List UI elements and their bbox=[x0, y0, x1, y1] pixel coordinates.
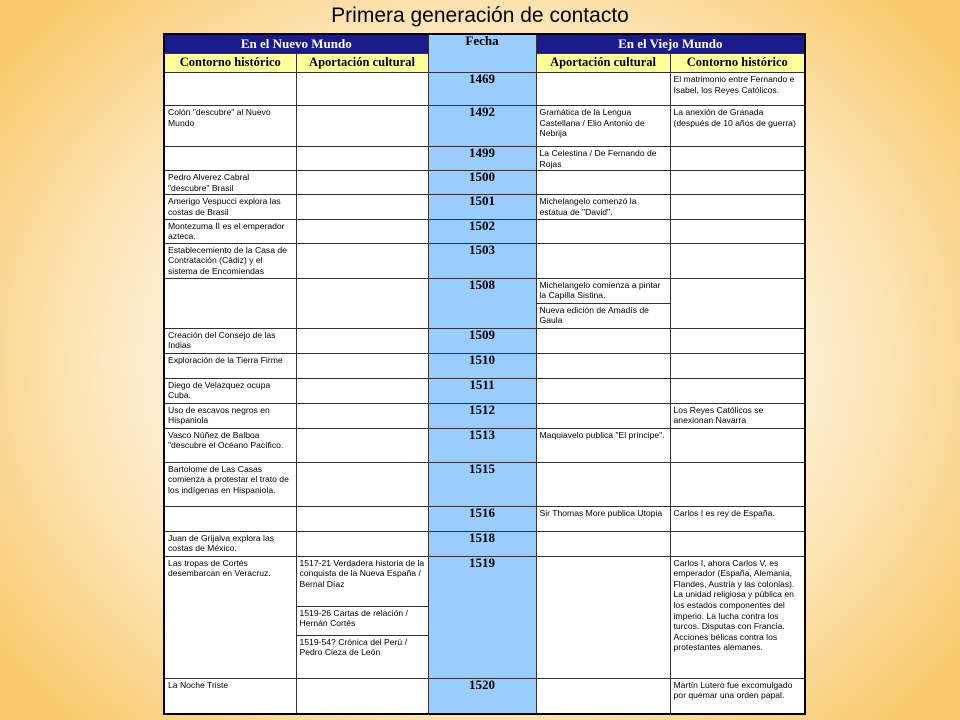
table-row bbox=[164, 556, 805, 606]
nw-culture-cell: 1517-21 Verdadera historia de la conquista de la Nueva España / Bernal Díaz bbox=[296, 556, 428, 606]
year-cell: 1500 bbox=[428, 171, 536, 195]
nw-context-cell bbox=[164, 73, 296, 106]
year-cell: 1503 bbox=[428, 243, 536, 278]
ow-context-cell bbox=[670, 147, 805, 171]
ow-context-cell bbox=[670, 219, 805, 243]
ow-context-cell bbox=[670, 353, 805, 378]
aportacion-left-header: Aportación cultural bbox=[296, 54, 428, 73]
ow-context-cell bbox=[670, 171, 805, 195]
ow-context-cell bbox=[670, 243, 805, 278]
ow-culture-cell bbox=[536, 243, 670, 278]
table-row bbox=[164, 428, 805, 462]
year-cell: 1502 bbox=[428, 219, 536, 243]
nw-context-cell: La Noche Triste bbox=[164, 678, 296, 714]
table-row bbox=[164, 106, 805, 147]
ow-culture-cell bbox=[536, 462, 670, 506]
year-cell: 1499 bbox=[428, 147, 536, 171]
ow-culture-cell bbox=[536, 328, 670, 353]
ow-culture-cell: Nueva edición de Amadís de Gaula bbox=[536, 303, 670, 328]
ow-context-cell bbox=[670, 531, 805, 556]
table-row bbox=[164, 378, 805, 403]
year-cell: 1492 bbox=[428, 106, 536, 147]
ow-culture-cell bbox=[536, 171, 670, 195]
nw-context-cell: Diego de Velazquez ocupa Cuba. bbox=[164, 378, 296, 403]
ow-culture-cell bbox=[536, 403, 670, 428]
nw-culture-cell: 1519-54? Crónica del Perú / Pedro Cieza de León bbox=[296, 635, 428, 678]
year-cell: 1512 bbox=[428, 403, 536, 428]
nw-context-cell: Establecemiento de la Casa de Contratación (Cádiz) y el sistema de Encomiendas bbox=[164, 243, 296, 278]
table-row bbox=[164, 243, 805, 278]
ow-context-cell bbox=[670, 378, 805, 403]
new-world-header: En el Nuevo Mundo bbox=[164, 34, 428, 54]
ow-context-cell: Carlos I, ahora Carlos V, es emperador (España, Alemania, Flandes, Austria y las colonias). La unidad religiosa y pública en los estados componentes del imperio. La lucha contra los turcos. Disputas con Francia. Acciones bélicas contra los protestantes alemanes. bbox=[670, 556, 805, 678]
year-cell: 1510 bbox=[428, 353, 536, 378]
nw-context-cell: Colón "descubre" al Nuevo Mundo bbox=[164, 106, 296, 147]
year-cell: 1518 bbox=[428, 531, 536, 556]
ow-context-cell bbox=[670, 278, 805, 328]
year-cell: 1513 bbox=[428, 428, 536, 462]
ow-culture-cell bbox=[536, 353, 670, 378]
ow-context-cell: Martín Lutero fue excomulgado por quemar una orden papal. bbox=[670, 678, 805, 714]
table-row bbox=[164, 328, 805, 353]
slide-title: Primera generación de contacto bbox=[331, 4, 629, 27]
nw-culture-cell bbox=[296, 428, 428, 462]
ow-context-cell: La anexión de Granada (después de 10 años de guerra) bbox=[670, 106, 805, 147]
ow-culture-cell bbox=[536, 678, 670, 714]
nw-culture-cell bbox=[296, 506, 428, 531]
year-cell: 1511 bbox=[428, 378, 536, 403]
nw-culture-cell: 1519-26 Cartas de relación / Hernán Cortés bbox=[296, 606, 428, 635]
ow-culture-cell: La Celestina / De Fernando de Rojas bbox=[536, 147, 670, 171]
nw-context-cell: Exploración de la Tierra Firme bbox=[164, 353, 296, 378]
nw-culture-cell bbox=[296, 278, 428, 328]
ow-context-cell: Los Reyes Católicos se anexionan Navarra bbox=[670, 403, 805, 428]
ow-context-cell: El matrimonio entre Fernando e Isabel, los Reyes Católicos. bbox=[670, 73, 805, 106]
year-cell: 1519 bbox=[428, 556, 536, 678]
nw-culture-cell bbox=[296, 219, 428, 243]
old-world-header: En el Viejo Mundo bbox=[536, 34, 805, 54]
table-row bbox=[164, 506, 805, 531]
nw-context-cell: Vasco Núñez de Balboa "descubre el Océano Pacífico. bbox=[164, 428, 296, 462]
nw-culture-cell bbox=[296, 403, 428, 428]
nw-culture-cell bbox=[296, 106, 428, 147]
table-row bbox=[164, 147, 805, 171]
aportacion-right-header: Aportación cultural bbox=[536, 54, 670, 73]
nw-culture-cell bbox=[296, 328, 428, 353]
ow-context-cell bbox=[670, 195, 805, 219]
year-cell: 1509 bbox=[428, 328, 536, 353]
contorno-left-header: Contorno histórico bbox=[164, 54, 296, 73]
table-row bbox=[164, 195, 805, 219]
nw-context-cell: Amerigo Vespucci explora las costas de Brasil bbox=[164, 195, 296, 219]
table-row bbox=[164, 403, 805, 428]
contorno-right-header: Contorno histórico bbox=[670, 54, 805, 73]
nw-culture-cell bbox=[296, 353, 428, 378]
table-row bbox=[164, 171, 805, 195]
ow-culture-cell bbox=[536, 556, 670, 678]
nw-context-cell bbox=[164, 147, 296, 171]
ow-culture-cell: Sir Thomas More publica Utopia bbox=[536, 506, 670, 531]
header-row-top bbox=[164, 34, 805, 54]
nw-context-cell: Las tropas de Cortés desembarcan en Veracruz. bbox=[164, 556, 296, 678]
nw-context-cell: Pedro Alverez Cabral "descubre" Brasil bbox=[164, 171, 296, 195]
nw-culture-cell bbox=[296, 171, 428, 195]
year-cell: 1516 bbox=[428, 506, 536, 531]
nw-context-cell: Uso de escavos negros en Hispaniola bbox=[164, 403, 296, 428]
nw-context-cell bbox=[164, 506, 296, 531]
ow-culture-cell bbox=[536, 219, 670, 243]
table-row bbox=[164, 678, 805, 714]
nw-culture-cell bbox=[296, 147, 428, 171]
nw-culture-cell bbox=[296, 243, 428, 278]
table-row bbox=[164, 278, 805, 303]
ow-culture-cell: Michelangelo comenzó la estatua de "David". bbox=[536, 195, 670, 219]
ow-context-cell bbox=[670, 462, 805, 506]
fecha-header: Fecha bbox=[428, 34, 536, 73]
ow-context-cell: Carlos I es rey de España. bbox=[670, 506, 805, 531]
ow-culture-cell bbox=[536, 73, 670, 106]
nw-culture-cell bbox=[296, 531, 428, 556]
ow-culture-cell: Gramática de la Lengua Castellana / Elio Antonio de Nebrija bbox=[536, 106, 670, 147]
table-row bbox=[164, 353, 805, 378]
year-cell: 1520 bbox=[428, 678, 536, 714]
year-cell: 1501 bbox=[428, 195, 536, 219]
table-row bbox=[164, 531, 805, 556]
nw-context-cell: Juan de Grijalva explora las costas de México. bbox=[164, 531, 296, 556]
ow-culture-cell: Michelangelo comienza a pintar la Capilla Sistina. bbox=[536, 278, 670, 303]
year-cell: 1508 bbox=[428, 278, 536, 328]
nw-context-cell: Montezuma II es el emperador azteca. bbox=[164, 219, 296, 243]
nw-culture-cell bbox=[296, 678, 428, 714]
nw-context-cell bbox=[164, 278, 296, 328]
nw-culture-cell bbox=[296, 73, 428, 106]
ow-culture-cell: Maquiavelo publica "El príncipe". bbox=[536, 428, 670, 462]
nw-culture-cell bbox=[296, 462, 428, 506]
ow-context-cell bbox=[670, 328, 805, 353]
table-row bbox=[164, 73, 805, 106]
table-row bbox=[164, 219, 805, 243]
ow-context-cell bbox=[670, 428, 805, 462]
ow-culture-cell bbox=[536, 378, 670, 403]
year-cell: 1469 bbox=[428, 73, 536, 106]
table-row bbox=[164, 462, 805, 506]
nw-culture-cell bbox=[296, 195, 428, 219]
timeline-table bbox=[163, 33, 806, 715]
nw-context-cell: Creación del Consejo de las Indias bbox=[164, 328, 296, 353]
ow-culture-cell bbox=[536, 531, 670, 556]
year-cell: 1515 bbox=[428, 462, 536, 506]
nw-culture-cell bbox=[296, 378, 428, 403]
nw-context-cell: Bartolome de Las Casas comienza a protestar el trato de los indígenas en Hispaniola. bbox=[164, 462, 296, 506]
